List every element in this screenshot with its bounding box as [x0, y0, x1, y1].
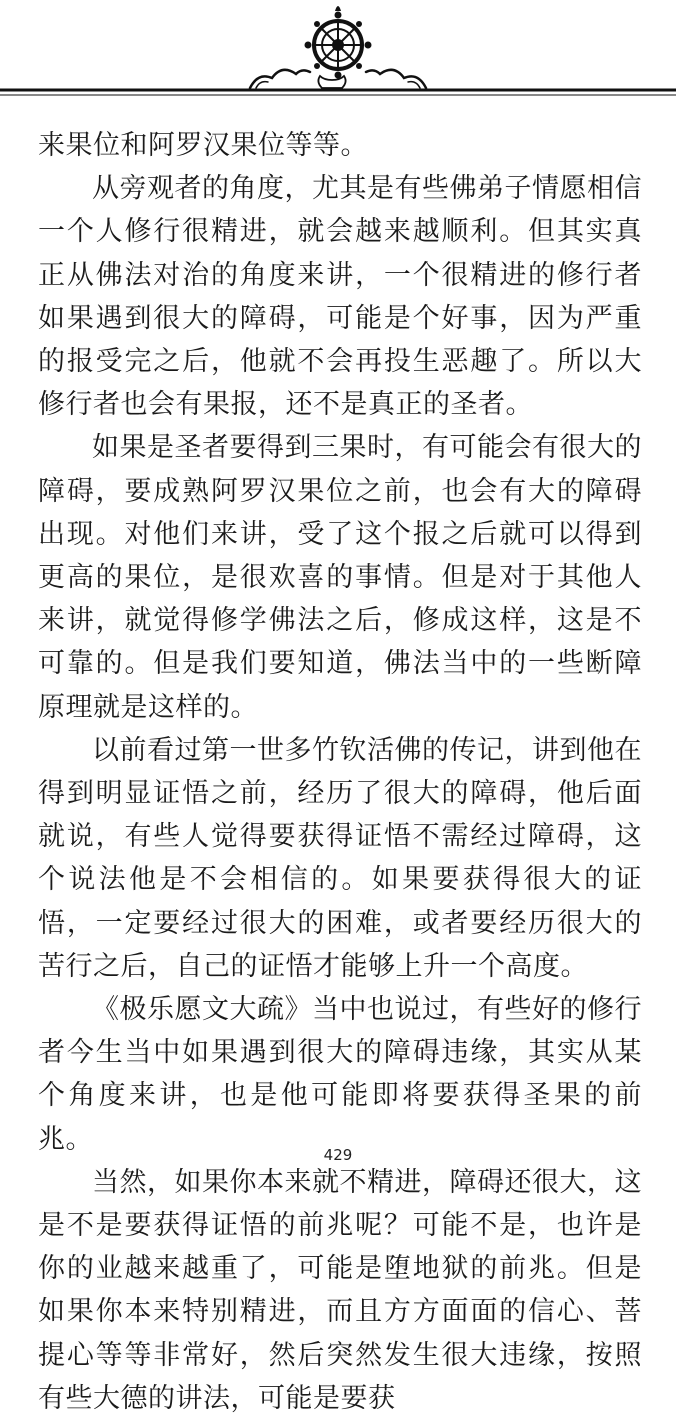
dharma-wheel-icon	[305, 6, 372, 79]
page-number: 429	[323, 1146, 353, 1164]
paragraph: 如果是圣者要得到三果时，有可能会有很大的障碍，要成熟阿罗汉果位之前，也会有大的障碍出现。对他们来讲，受了这个报之后就可以得到更高的果位，是很欢喜的事情。但是对于其他人来讲，就觉得修学佛法之后，修成这样，这是不可靠的。但是我们要知道，佛法当中的一些断障原理就是这样的。	[38, 432, 642, 723]
paragraph: 《极乐愿文大疏》当中也说过，有些好的修行者今生当中如果遇到很大的障碍违缘，其实从某个角度来讲，也是他可能即将要获得圣果的前兆。	[38, 994, 642, 1155]
header-ornament	[0, 0, 676, 120]
paragraph: 以前看过第一世多竹钦活佛的传记，讲到他在得到明显证悟之前，经历了很大的障碍，他后面就说，有些人觉得要获得证悟不需经过障碍，这个说法他是不会相信的。如果要获得很大的证悟，一定要经过很大的困难，或者要经历很大的苦行之后，自己的证悟才能够上升一个高度。	[38, 734, 642, 982]
paragraph: 当然，如果你本来就不精进，障碍还很大，这是不是要获得证悟的前兆呢？可能不是，也许是你的业越来越重了，可能是堕地狱的前兆。但是如果你本来特别精进，而且方方面面的信心、菩提心等等非常好，然后突然发生很大违缘，按照有些大德的讲法，可能是要获	[38, 1166, 642, 1414]
paragraph: 从旁观者的角度，尤其是有些佛弟子情愿相信一个人修行很精进，就会越来越顺利。但其实真正从佛法对治的角度来讲，一个很精进的修行者如果遇到很大的障碍，可能是个好事，因为严重的报受完之后，他就不会再投生恶趣了。所以大修行者也会有果报，还不是真正的圣者。	[38, 173, 642, 421]
paragraph-continuation: 来果位和阿罗汉果位等等。	[38, 130, 368, 161]
page-text	[38, 124, 642, 1420]
